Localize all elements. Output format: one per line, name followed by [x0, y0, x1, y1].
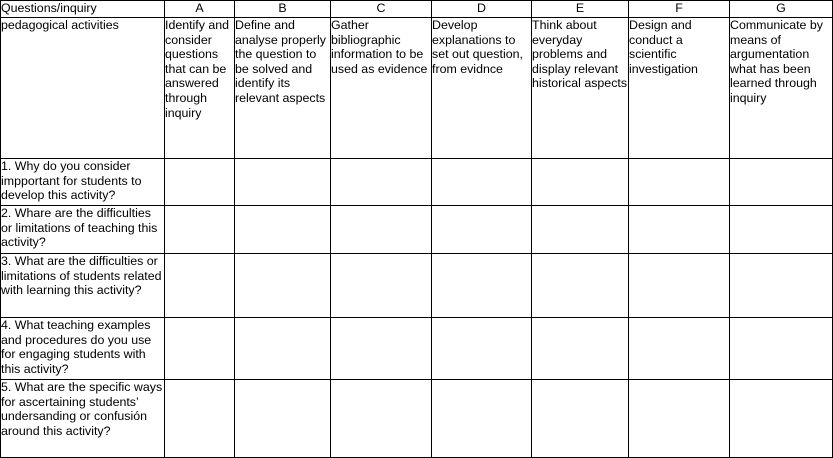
answer-cell — [730, 206, 833, 254]
activity-description-row — [1, 18, 833, 159]
question-2: 2. Whare are the difficulties or limitations of teaching this activity? — [1, 206, 165, 254]
column-letter-c: C — [331, 1, 432, 18]
answer-cell — [432, 254, 532, 318]
answer-cell — [629, 206, 730, 254]
answer-cell — [629, 254, 730, 318]
activity-b: Define and analyse properly the question to be solved and identify its relevant aspects — [235, 18, 331, 159]
column-letter-e: E — [532, 1, 629, 18]
answer-cell — [532, 159, 629, 206]
answer-cell — [165, 318, 235, 380]
activity-d: Develop explanations to set out question, from evidnce — [432, 18, 532, 159]
question-1: 1. Why do you consider impportant for students to develop this activity? — [1, 159, 165, 206]
activity-e: Think about everyday problems and display relevant historical aspects — [532, 18, 629, 159]
answer-cell — [532, 318, 629, 380]
corner-header-top: Questions/inquiry — [1, 1, 165, 18]
answer-cell — [532, 380, 629, 458]
answer-cell — [629, 159, 730, 206]
answer-cell — [730, 318, 833, 380]
activity-a: Identify and consider questions that can be answered through inquiry — [165, 18, 235, 159]
answer-cell — [629, 380, 730, 458]
column-letter-g: G — [730, 1, 833, 18]
answer-cell — [432, 159, 532, 206]
question-4: 4. What teaching examples and procedures do you use for engaging students with this activity? — [1, 318, 165, 380]
question-3: 3. What are the difficulties or limitations of students related with learning this activity? — [1, 254, 165, 318]
answer-cell — [331, 318, 432, 380]
answer-cell — [331, 380, 432, 458]
answer-cell — [331, 254, 432, 318]
answer-cell — [432, 380, 532, 458]
answer-cell — [532, 254, 629, 318]
answer-cell — [165, 380, 235, 458]
answer-cell — [165, 159, 235, 206]
answer-cell — [432, 318, 532, 380]
answer-cell — [235, 318, 331, 380]
corner-header-bottom: pedagogical activities — [1, 18, 165, 159]
column-letter-a: A — [165, 1, 235, 18]
answer-cell — [235, 206, 331, 254]
answer-cell — [432, 206, 532, 254]
activity-f: Design and conduct a scientific investigation — [629, 18, 730, 159]
table-row — [1, 254, 833, 318]
answer-cell — [730, 380, 833, 458]
column-letter-b: B — [235, 1, 331, 18]
column-letter-row — [1, 1, 833, 18]
answer-cell — [235, 159, 331, 206]
activity-g: Communicate by means of argumentation what has been learned through inquiry — [730, 18, 833, 159]
table-row — [1, 206, 833, 254]
answer-cell — [532, 206, 629, 254]
activity-c: Gather bibliographic information to be used as evidence — [331, 18, 432, 159]
column-letter-d: D — [432, 1, 532, 18]
column-letter-f: F — [629, 1, 730, 18]
answer-cell — [629, 318, 730, 380]
table-row — [1, 318, 833, 380]
answer-cell — [730, 159, 833, 206]
answer-cell — [165, 254, 235, 318]
answer-cell — [165, 206, 235, 254]
question-5: 5. What are the specific ways for ascertaining students’ undersanding or confusión around this activity? — [1, 380, 165, 458]
table-row — [1, 159, 833, 206]
answer-cell — [331, 206, 432, 254]
answer-cell — [235, 380, 331, 458]
answer-cell — [235, 254, 331, 318]
answer-cell — [331, 159, 432, 206]
table-row — [1, 380, 833, 458]
answer-cell — [730, 254, 833, 318]
